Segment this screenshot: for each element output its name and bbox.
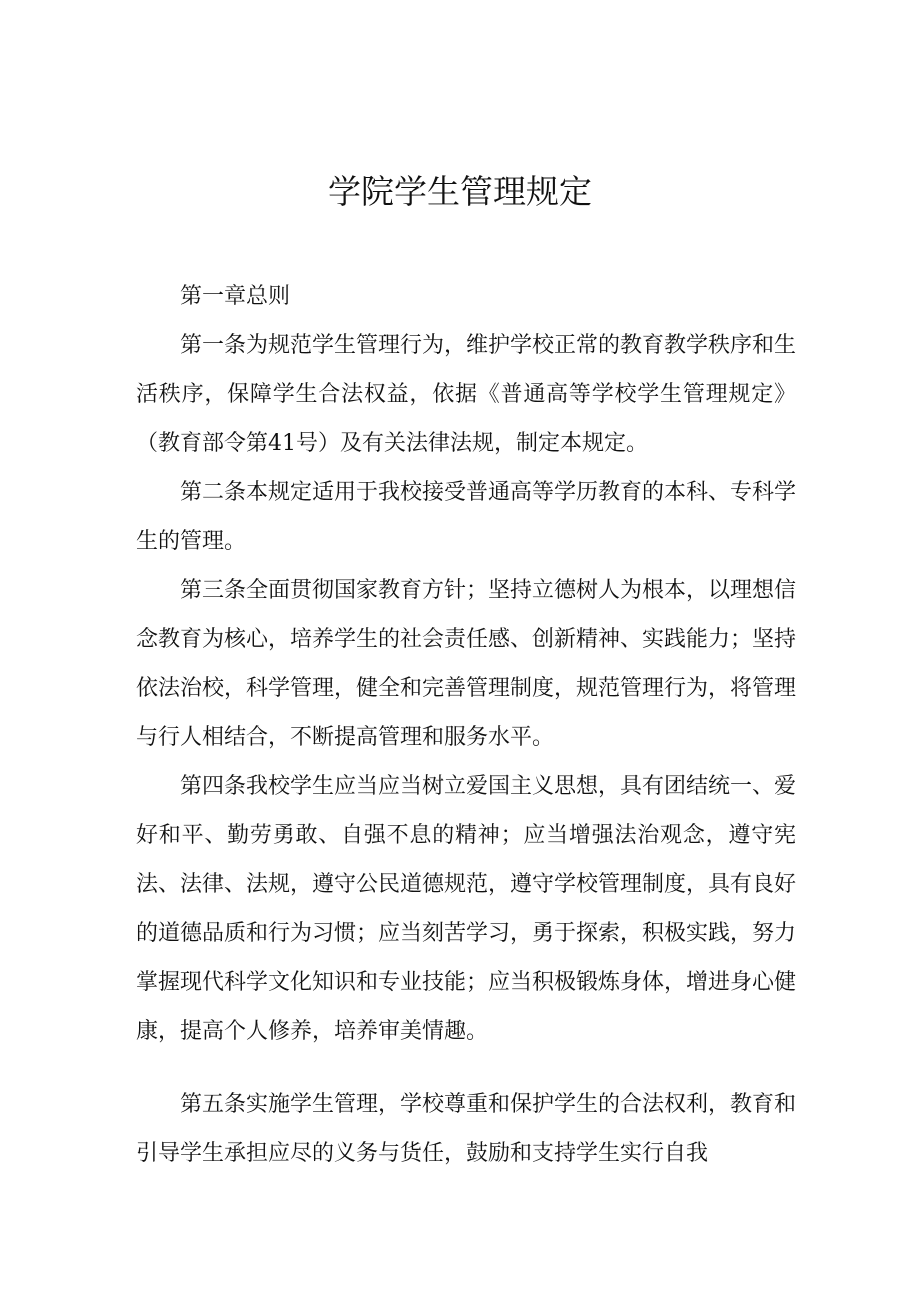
article-3-paragraph: 第三条全面贯彻国家教育方针；坚持立德树人为根本，以理想信念教育为核心，培养学生的社会责任感、创新精神、实践能力；坚持依法治校，科学管理，健全和完善管理制度，规范管理行为，将管理与行人相结合，不断提高管理和服务水平。 xyxy=(136,578,797,750)
article-2-paragraph: 第二条本规定适用于我校接受普通高等学历教育的本科、专科学生的管理。 xyxy=(136,480,797,554)
document-title: 学院学生管理规定 xyxy=(328,172,592,211)
chapter-heading: 第一章总则 xyxy=(180,284,291,309)
article-4-paragraph: 第四条我校学生应当应当树立爱国主义思想，具有团结统一、爱好和平、勤劳勇敢、自强不息的精神；应当增强法治观念，遵守宪法、法律、法规，遵守公民道德规范，遵守学校管理制度，具有良好的道德品质和行为习惯；应当刻苦学习，勇于探索，积极实践，努力掌握现代科学文化知识和专业技能；应当积极锻炼身体，增进身心健康，提高个人修养，培养审美情趣。 xyxy=(136,774,797,1044)
document-body xyxy=(136,272,796,1178)
article-5-paragraph: 第五条实施学生管理，学校尊重和保护学生的合法权利，教育和引导学生承担应尽的义务与货任，鼓励和支持学生实行自我 xyxy=(136,1092,797,1166)
article-1-paragraph: 第一条为规范学生管理行为，维护学校正常的教育教学秩序和生活秩序，保障学生合法权益，依据《普通高等学校学生管理规定》（教育部令第41号）及有关法律法规，制定本规定。 xyxy=(136,333,797,456)
